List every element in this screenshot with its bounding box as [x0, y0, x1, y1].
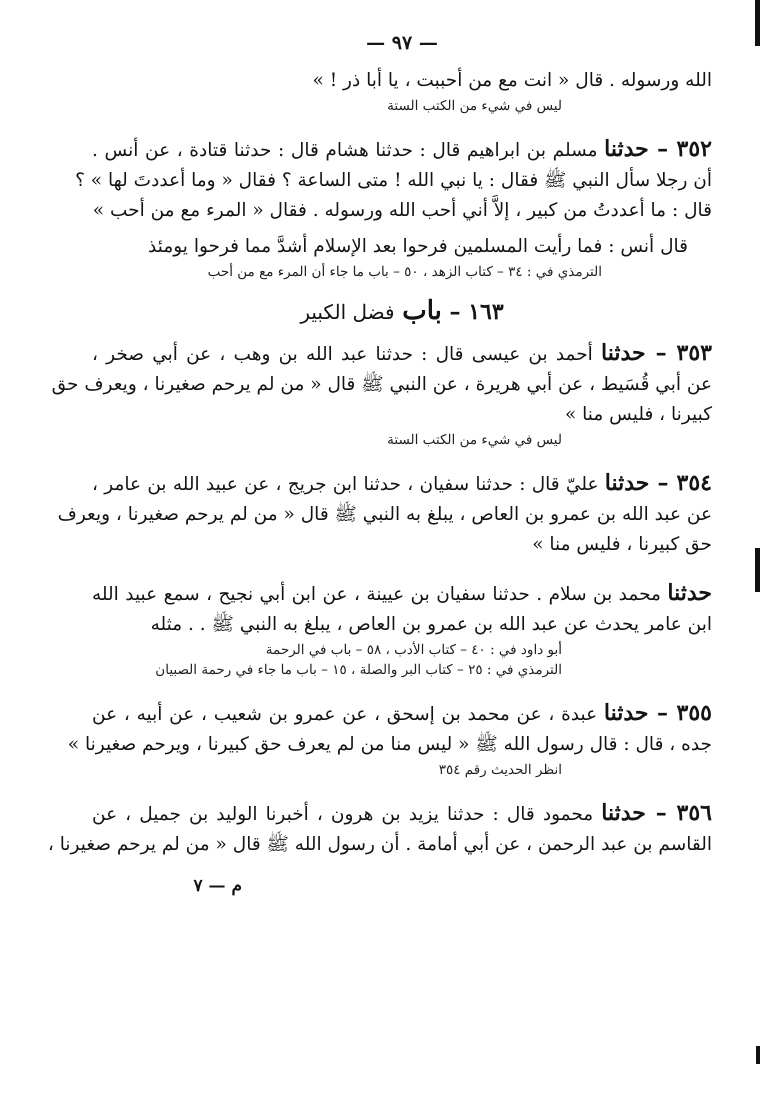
text-line: قال : ما أعددتُ من كبير ، إلاَّ أني أحب الله ورسوله . فقال « المرء مع من أحب »	[92, 200, 712, 221]
chapter-number: ١٦٣ –	[449, 299, 504, 325]
text-line: عن أبي قُسَيط ، عن أبي هريرة ، عن النبي ﷺ قال « من لم يرحم صغيرنا ، ويعرف حق	[51, 374, 712, 395]
chapter-label: باب	[402, 296, 442, 326]
footnote: ليس في شيء من الكتب الستة	[387, 432, 562, 448]
text-line: القاسم بن عبد الرحمن ، عن أبي أمامة . أن رسول الله ﷺ قال « من لم يرحم صغيرنا ،	[47, 834, 712, 855]
text-line: قال أنس : فما رأيت المسلمين فرحوا بعد الإسلام أشدَّ مما فرحوا يومئذ	[148, 236, 688, 257]
page-number: — ٩٧ —	[366, 32, 438, 54]
hadith-number: حدثنا	[667, 580, 712, 606]
hadith-354	[57, 468, 712, 560]
hadith-number: ٣٥٦ – حدثنا	[601, 800, 712, 826]
hadith-number: ٣٥٣ – حدثنا	[601, 340, 712, 366]
footnote: أبو داود في : ٤٠ – كتاب الأدب ، ٥٨ – باب في الرحمة	[265, 642, 562, 658]
text-line: عليّ قال : حدثنا سفيان ، حدثنا ابن جريج ، عن عبيد الله بن عامر ،	[92, 474, 599, 495]
hadith-number: ٣٥٥ – حدثنا	[603, 700, 712, 726]
text-line: ابن عامر يحدث عن عبد الله بن عمرو بن العاص ، يبلغ به النبي ﷺ . . مثله	[150, 614, 712, 635]
text-line: محمود قال : حدثنا يزيد بن هرون ، أخبرنا الوليد بن جميل ، عن	[92, 804, 594, 825]
hadith-352	[75, 134, 712, 282]
book-page	[47, 18, 712, 896]
text-line: حق كبيرنا ، فليس منا »	[532, 534, 712, 555]
text-line: عبدة ، عن محمد بن إسحق ، عن عمرو بن شعيب ، عن أبيه ، عن	[92, 704, 598, 725]
hadith-354-second-chain	[92, 578, 712, 680]
page-edge-mark-top	[755, 0, 760, 46]
hadith-353	[51, 338, 712, 450]
text-line: كبيرنا ، فليس منا »	[564, 404, 712, 425]
text-line: جده ، قال : قال رسول الله ﷺ « ليس منا من لم يعرف حق كبيرنا ، ويرحم صغيرنا »	[67, 734, 712, 755]
hadith-355	[67, 698, 712, 780]
page-edge-mark-middle	[755, 548, 760, 592]
chapter-title: فضل الكبير	[300, 300, 395, 324]
text-line: محمد بن سلام . حدثنا سفيان بن عيينة ، عن ابن أبي نجيح ، سمع عبيد الله	[92, 584, 661, 605]
text-line: عن عبد الله بن عمرو بن العاص ، يبلغ به النبي ﷺ قال « من لم يرحم صغيرنا ، ويعرف	[57, 504, 712, 525]
footnote: ليس في شيء من الكتب الستة	[387, 98, 562, 114]
hadith-356	[47, 798, 712, 860]
text-line: أن رجلا سأل النبي ﷺ فقال : يا نبي الله ! متى الساعة ؟ فقال « وما أعددتَ لها » ؟	[75, 170, 712, 191]
footnote: الترمذي في : ٣٤ – كتاب الزهد ، ٥٠ – باب ما جاء أن المرء مع من أحب	[207, 264, 602, 280]
footnote: الترمذي في : ٢٥ – كتاب البر والصلة ، ١٥ – باب ما جاء في رحمة الصبيان	[155, 662, 562, 678]
hadith-number: ٣٥٢ – حدثنا	[604, 136, 712, 162]
chapter-heading	[92, 296, 712, 326]
footnote: انظر الحديث رقم ٣٥٤	[438, 762, 562, 778]
page-edge-mark-bottom	[756, 1046, 760, 1064]
hadith-number: ٣٥٤ – حدثنا	[604, 470, 712, 496]
text-line: أحمد بن عيسى قال : حدثنا عبد الله بن وهب ، عن أبي صخر ،	[92, 344, 593, 365]
passage-continuation	[92, 66, 712, 116]
text-line: مسلم بن ابراهيم قال : حدثنا هشام قال : حدثنا قتادة ، عن أنس .	[92, 140, 598, 161]
printer-signature-mark: م — ٧	[193, 876, 242, 896]
text-line: الله ورسوله . قال « انت مع من أحببت ، يا أبا ذر ! »	[312, 70, 712, 91]
